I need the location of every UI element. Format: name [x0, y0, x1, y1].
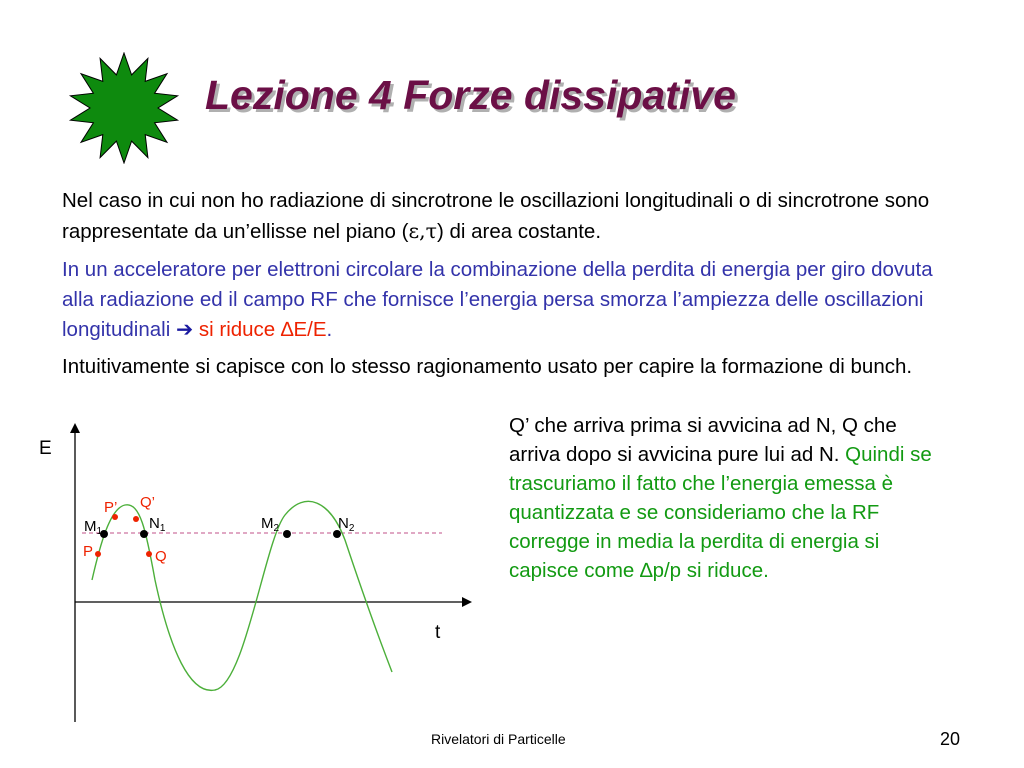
- paragraph-bunch: Intuitivamente si capisce con lo stesso ragionamento usato per capire la formazione di bunch.: [62, 355, 913, 378]
- point-P: [95, 551, 101, 557]
- energy-time-diagram: [30, 420, 480, 730]
- x-axis-label: t: [435, 622, 441, 643]
- delta-symbol: ∆: [280, 318, 294, 341]
- para2-red-text: si riduce: [193, 318, 281, 341]
- epsilon-tau-symbol: ε,τ: [408, 219, 437, 243]
- point-Q-prime: [133, 516, 139, 522]
- paragraph-damping: [62, 255, 962, 345]
- label-N1: $N_1$: [149, 515, 166, 534]
- label-Q-prime: Q’: [140, 494, 155, 511]
- paragraph-synchrotron-oscillations: [62, 186, 962, 247]
- label-M1: $M_1$: [84, 518, 103, 537]
- para2-red-end: E/E: [293, 318, 327, 341]
- right-arrow-icon: ➔: [175, 318, 194, 341]
- para2-period: .: [326, 318, 333, 341]
- label-P: P: [83, 543, 94, 560]
- slide-title: Lezione 4 Forze dissipative: [205, 72, 736, 118]
- point-M2: [283, 530, 291, 538]
- y-axis-label: E: [39, 438, 52, 459]
- side-text: Q’ che arriva prima si avvicina ad N, Q che arriva dopo si avvicina pure lui ad N.: [509, 414, 897, 466]
- side-green-text: Quindi se trascuriamo il fatto che l’energia emessa è quantizzata e se consideriamo che la RF corregge in media la perdita di energia si capisce come: [509, 443, 932, 582]
- para1-text: Nel caso in cui non ho radiazione di sincrotrone le oscillazioni longitudinali o di sincrotrone sono rappresentate da un’ellisse nel piano (: [62, 189, 930, 243]
- para1-text-end: ) di area costante.: [436, 220, 602, 243]
- delta-symbol-side: ∆: [640, 559, 653, 582]
- star-burst-icon: [68, 52, 180, 164]
- label-N2: $N_2$: [338, 515, 355, 534]
- label-Q: Q: [155, 548, 167, 565]
- label-P-prime: P’: [104, 499, 118, 516]
- para2-text: In un acceleratore per elettroni circolare la combinazione della perdita di energia per giro dovuta alla radiazione ed il campo RF che fornisce l’energia persa smorza l’ampiezza delle oscillazioni longitudinali: [62, 258, 933, 341]
- side-explanation: [509, 411, 939, 585]
- point-N1: [140, 530, 148, 538]
- label-M2: $M_2$: [261, 515, 280, 534]
- footer-course-name: Rivelatori di Particelle: [431, 731, 566, 747]
- page-number: 20: [940, 729, 961, 749]
- side-green-end: p/p si riduce.: [652, 559, 769, 582]
- point-Q: [146, 551, 152, 557]
